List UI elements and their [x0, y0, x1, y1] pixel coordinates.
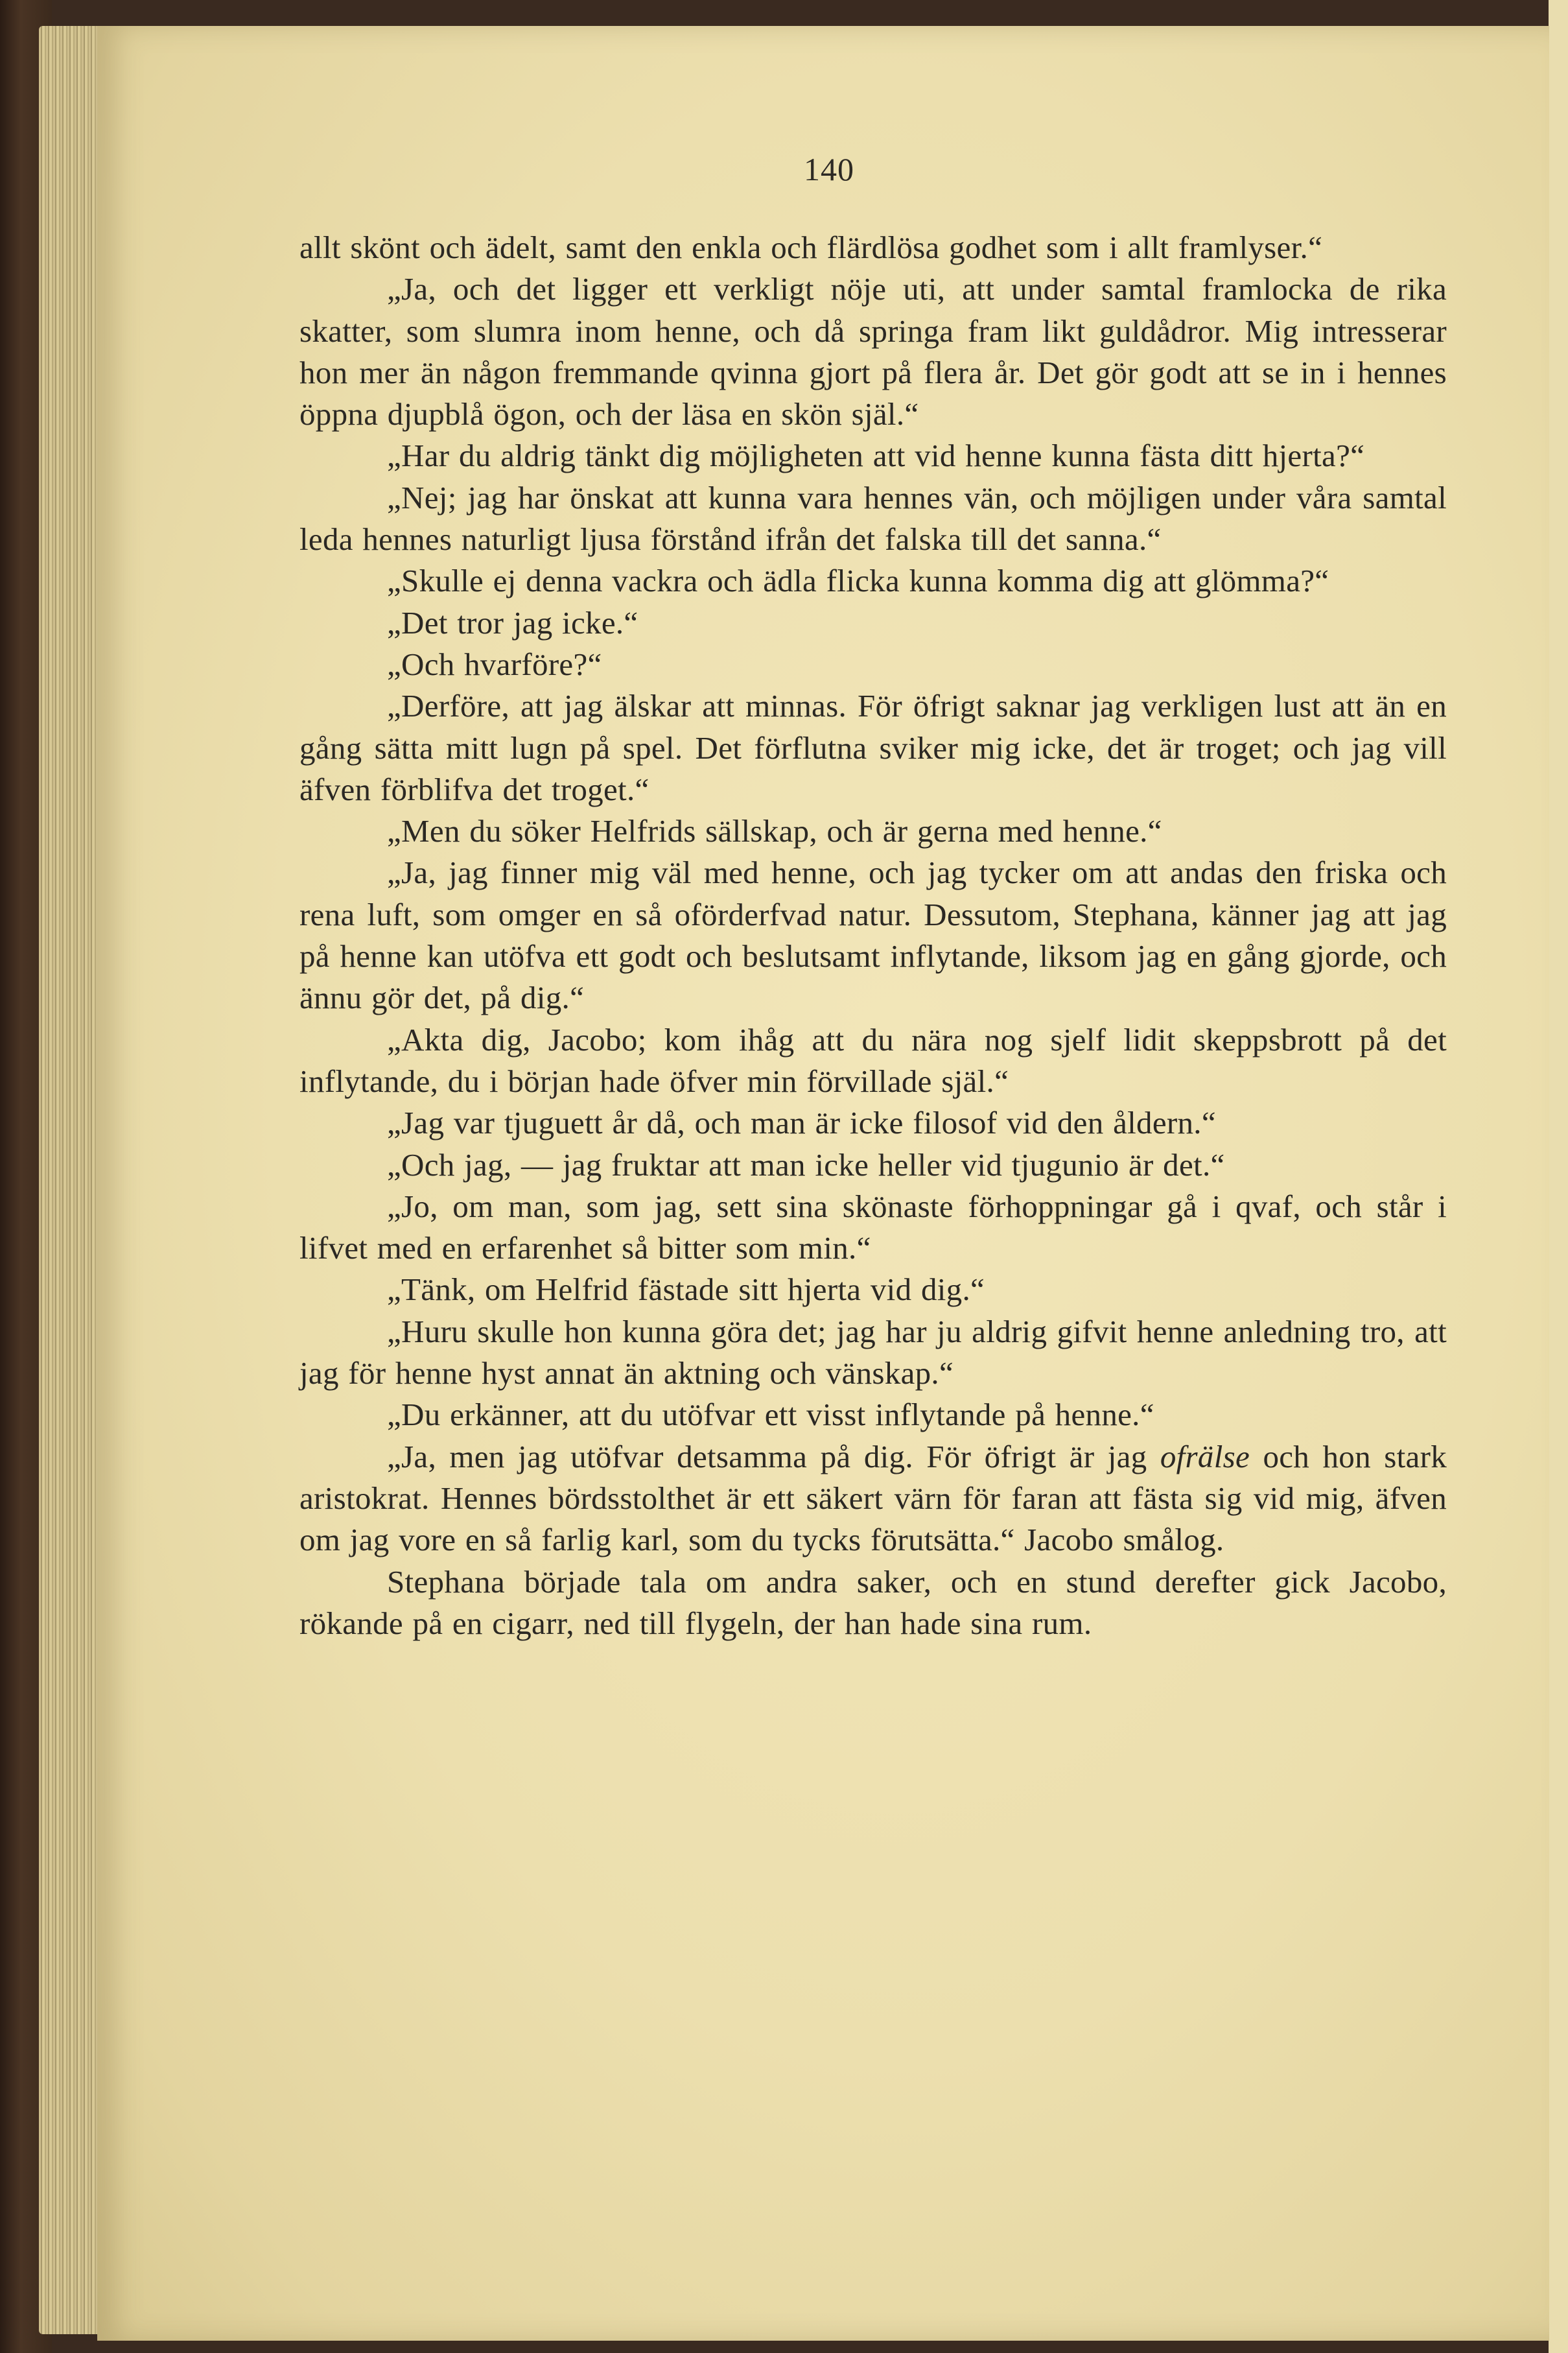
paragraph: „Jo, om man, som jag, sett sina skönaste förhoppningar gå i qvaf, och står i lifvet med en erfarenhet så bitter som min.“	[299, 1188, 1447, 1266]
paragraph: „Och hvarföre?“	[387, 646, 602, 682]
paragraph: „Det tror jag icke.“	[387, 604, 638, 641]
paragraph: „Skulle ej denna vackra och ädla flicka kunna komma dig att glömma?“	[387, 563, 1329, 599]
paragraph: Stephana började tala om andra saker, och en stund derefter gick Jacobo, rökande på en cigarr, ned till flygeln, der han hade sina rum.	[299, 1563, 1447, 1641]
paragraph: „Ja, jag finner mig väl med henne, och jag tycker om att andas den friska och rena luft, som omger en så oförderfvad natur. Dessutom, Stephana, känner jag att jag på henne kan utöfva ett godt och beslutsamt inflytande, liksom jag en gång gjorde, och ännu gör det, på dig.“	[299, 855, 1447, 1016]
paragraph	[299, 1436, 1447, 1561]
facing-page-edge	[1549, 0, 1568, 2353]
paragraph: „Har du aldrig tänkt dig möjligheten att vid henne kunna fästa ditt hjerta?“	[387, 438, 1365, 474]
paragraph: allt skönt och ädelt, samt den enkla och flärdlösa godhet som i allt framlyser.“	[299, 230, 1323, 265]
paragraph-text: och hon stark aristokrat. Hennes bördsstolthet är ett säkert värn för faran att fästa sig vid mig, äfven om jag vore en så farlig karl, som du tycks förutsätta.“ Jacobo smålog.	[299, 1438, 1447, 1558]
paragraph: „Du erkänner, att du utöfvar ett visst inflytande på henne.“	[387, 1397, 1154, 1433]
paragraph: „Huru skulle hon kunna göra det; jag har ju aldrig gifvit henne anledning tro, att jag för henne hyst annat än aktning och vänskap.“	[299, 1313, 1447, 1391]
paragraph: „Men du söker Helfrids sällskap, och är gerna med henne.“	[387, 813, 1162, 849]
paragraph: „Derföre, att jag älskar att minnas. För öfrigt saknar jag verkligen lust att än en gång sätta mitt lugn på spel. Det förflutna sviker mig icke, det är troget; och jag vill äfven förblifva det troget.“	[299, 688, 1447, 807]
paragraph: „Nej; jag har önskat att kunna vara hennes vän, och möjligen under våra samtal leda hennes naturligt ljusa förstånd ifrån det falska till det sanna.“	[299, 479, 1447, 558]
paragraph: „Tänk, om Helfrid fästade sitt hjerta vid dig.“	[387, 1271, 985, 1308]
paragraph-text: „Ja, men jag utöfvar detsamma på dig. För öfrigt är jag	[387, 1438, 1160, 1474]
paragraph: „Och jag, — jag fruktar att man icke heller vid tjugunio är det.“	[387, 1146, 1225, 1183]
paragraph: „Akta dig, Jacobo; kom ihåg att du nära nog sjelf lidit skeppsbrott på det inflytande, du i början hade öfver min förvillade själ.“	[299, 1021, 1447, 1099]
page-number: 140	[804, 151, 854, 187]
paragraph: „Jag var tjuguett år då, och man är icke filosof vid den åldern.“	[387, 1105, 1216, 1141]
paragraph: „Ja, och det ligger ett verkligt nöje uti, att under samtal framlocka de rika skatter, som slumra inom henne, och då springa fram likt guldådror. Mig intresserar hon mer än någon fremmande qvinna gjort på flera år. Det gör godt att se in i hennes öppna djupblå ögon, och der läsa en skön själ.“	[299, 271, 1447, 432]
body-text	[299, 227, 1447, 1644]
italic-word: ofrälse	[1160, 1438, 1250, 1474]
